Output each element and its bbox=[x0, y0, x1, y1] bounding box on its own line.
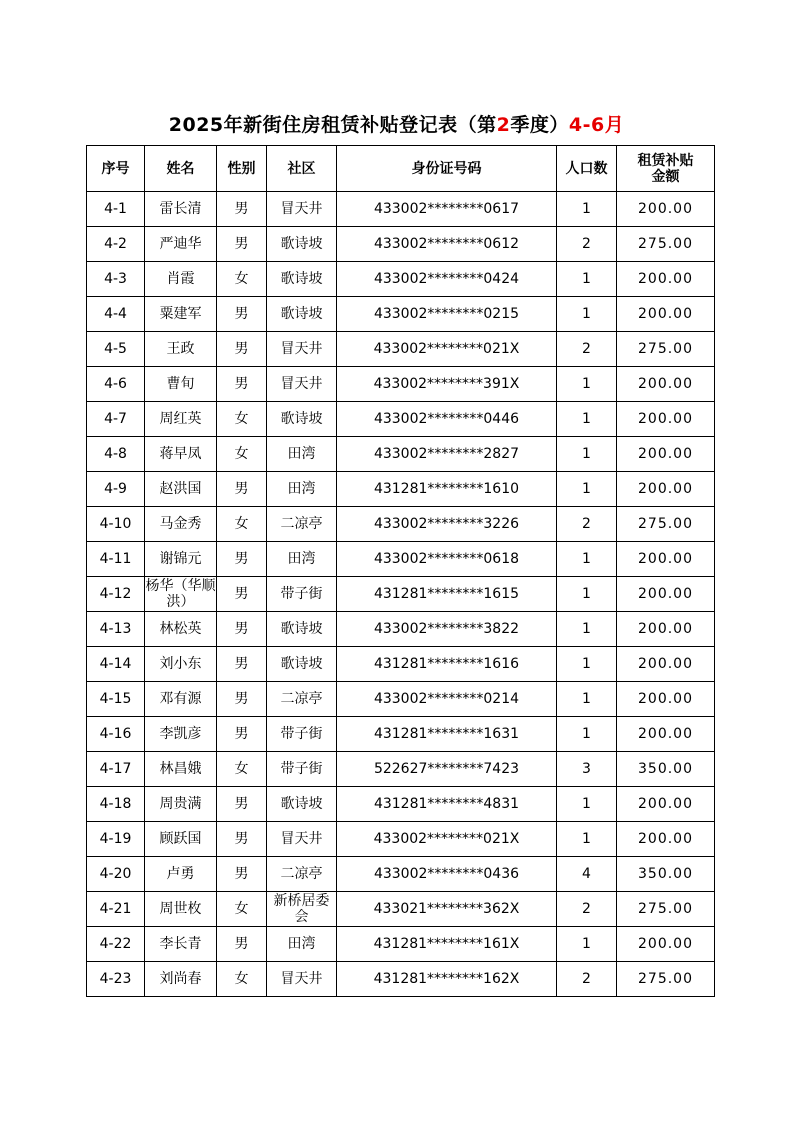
cell-household-size: 1 bbox=[557, 542, 617, 577]
cell-name: 王政 bbox=[145, 332, 217, 367]
table-row bbox=[87, 682, 715, 717]
header-id-number: 身份证号码 bbox=[337, 146, 557, 192]
cell-household-size: 2 bbox=[557, 962, 617, 997]
cell-amount: 350.00 bbox=[617, 857, 715, 892]
cell-amount: 200.00 bbox=[617, 787, 715, 822]
cell-serial: 4-11 bbox=[87, 542, 145, 577]
table-row bbox=[87, 717, 715, 752]
cell-community: 田湾 bbox=[267, 927, 337, 962]
title-part1: 2025年新街住房租赁补贴登记表（第 bbox=[168, 114, 497, 136]
cell-name: 顾跃国 bbox=[145, 822, 217, 857]
cell-id-number: 433002********3822 bbox=[337, 612, 557, 647]
cell-household-size: 1 bbox=[557, 262, 617, 297]
table-row bbox=[87, 297, 715, 332]
cell-amount: 200.00 bbox=[617, 717, 715, 752]
cell-serial: 4-5 bbox=[87, 332, 145, 367]
cell-household-size: 2 bbox=[557, 892, 617, 927]
cell-community: 歌诗坡 bbox=[267, 787, 337, 822]
cell-name: 邓有源 bbox=[145, 682, 217, 717]
cell-amount: 200.00 bbox=[617, 927, 715, 962]
cell-community: 冒天井 bbox=[267, 822, 337, 857]
cell-id-number: 431281********162X bbox=[337, 962, 557, 997]
cell-gender: 男 bbox=[217, 297, 267, 332]
cell-community: 二凉亭 bbox=[267, 857, 337, 892]
table-row bbox=[87, 192, 715, 227]
cell-community: 田湾 bbox=[267, 437, 337, 472]
cell-community: 歌诗坡 bbox=[267, 262, 337, 297]
header-serial: 序号 bbox=[87, 146, 145, 192]
table-row bbox=[87, 927, 715, 962]
cell-name: 刘小东 bbox=[145, 647, 217, 682]
cell-name: 蒋早凤 bbox=[145, 437, 217, 472]
cell-serial: 4-8 bbox=[87, 437, 145, 472]
table-row bbox=[87, 227, 715, 262]
cell-serial: 4-13 bbox=[87, 612, 145, 647]
table-row bbox=[87, 507, 715, 542]
cell-name: 林松英 bbox=[145, 612, 217, 647]
cell-amount: 200.00 bbox=[617, 542, 715, 577]
header-subsidy-line1: 租赁补贴 bbox=[637, 152, 694, 169]
cell-community: 冒天井 bbox=[267, 962, 337, 997]
cell-household-size: 2 bbox=[557, 227, 617, 262]
cell-household-size: 1 bbox=[557, 577, 617, 612]
cell-serial: 4-3 bbox=[87, 262, 145, 297]
cell-household-size: 1 bbox=[557, 717, 617, 752]
cell-household-size: 1 bbox=[557, 437, 617, 472]
cell-name: 赵洪国 bbox=[145, 472, 217, 507]
cell-serial: 4-18 bbox=[87, 787, 145, 822]
header-subsidy-amount bbox=[617, 146, 715, 192]
cell-community: 歌诗坡 bbox=[267, 612, 337, 647]
cell-id-number: 431281********1610 bbox=[337, 472, 557, 507]
cell-id-number: 433021********362X bbox=[337, 892, 557, 927]
cell-amount: 200.00 bbox=[617, 612, 715, 647]
cell-name: 肖霞 bbox=[145, 262, 217, 297]
cell-gender: 男 bbox=[217, 717, 267, 752]
cell-gender: 男 bbox=[217, 612, 267, 647]
cell-serial: 4-21 bbox=[87, 892, 145, 927]
cell-community: 田湾 bbox=[267, 542, 337, 577]
table-row bbox=[87, 752, 715, 787]
cell-id-number: 431281********4831 bbox=[337, 787, 557, 822]
cell-community: 冒天井 bbox=[267, 192, 337, 227]
cell-id-number: 433002********021X bbox=[337, 332, 557, 367]
cell-serial: 4-20 bbox=[87, 857, 145, 892]
cell-gender: 女 bbox=[217, 402, 267, 437]
cell-serial: 4-12 bbox=[87, 577, 145, 612]
cell-household-size: 1 bbox=[557, 822, 617, 857]
cell-community: 带子街 bbox=[267, 577, 337, 612]
table-row bbox=[87, 647, 715, 682]
cell-gender: 男 bbox=[217, 787, 267, 822]
cell-id-number: 431281********161X bbox=[337, 927, 557, 962]
cell-gender: 男 bbox=[217, 472, 267, 507]
table-row bbox=[87, 857, 715, 892]
table-row bbox=[87, 542, 715, 577]
cell-gender: 女 bbox=[217, 507, 267, 542]
cell-id-number: 433002********0215 bbox=[337, 297, 557, 332]
cell-amount: 200.00 bbox=[617, 192, 715, 227]
header-community: 社区 bbox=[267, 146, 337, 192]
cell-household-size: 1 bbox=[557, 367, 617, 402]
cell-name: 严迪华 bbox=[145, 227, 217, 262]
cell-gender: 男 bbox=[217, 927, 267, 962]
cell-gender: 男 bbox=[217, 332, 267, 367]
cell-amount: 275.00 bbox=[617, 962, 715, 997]
cell-gender: 男 bbox=[217, 647, 267, 682]
cell-id-number: 433002********391X bbox=[337, 367, 557, 402]
cell-name: 刘尚春 bbox=[145, 962, 217, 997]
cell-gender: 女 bbox=[217, 437, 267, 472]
cell-household-size: 4 bbox=[557, 857, 617, 892]
cell-name: 李凯彦 bbox=[145, 717, 217, 752]
cell-community: 带子街 bbox=[267, 717, 337, 752]
cell-household-size: 1 bbox=[557, 647, 617, 682]
cell-amount: 200.00 bbox=[617, 437, 715, 472]
cell-serial: 4-17 bbox=[87, 752, 145, 787]
cell-serial: 4-15 bbox=[87, 682, 145, 717]
cell-id-number: 433002********0612 bbox=[337, 227, 557, 262]
cell-id-number: 433002********0617 bbox=[337, 192, 557, 227]
table-row bbox=[87, 612, 715, 647]
cell-community: 歌诗坡 bbox=[267, 647, 337, 682]
table-row bbox=[87, 892, 715, 927]
cell-amount: 200.00 bbox=[617, 367, 715, 402]
cell-name: 李长青 bbox=[145, 927, 217, 962]
page-title bbox=[0, 110, 793, 137]
cell-serial: 4-23 bbox=[87, 962, 145, 997]
header-subsidy-line2: 金额 bbox=[651, 168, 680, 185]
cell-amount: 200.00 bbox=[617, 682, 715, 717]
cell-gender: 男 bbox=[217, 577, 267, 612]
cell-id-number: 433002********0436 bbox=[337, 857, 557, 892]
cell-serial: 4-14 bbox=[87, 647, 145, 682]
table-row bbox=[87, 962, 715, 997]
table-row bbox=[87, 787, 715, 822]
cell-serial: 4-22 bbox=[87, 927, 145, 962]
cell-id-number: 433002********3226 bbox=[337, 507, 557, 542]
cell-gender: 男 bbox=[217, 857, 267, 892]
cell-gender: 女 bbox=[217, 962, 267, 997]
cell-amount: 200.00 bbox=[617, 262, 715, 297]
subsidy-register-table bbox=[86, 145, 715, 997]
cell-gender: 男 bbox=[217, 227, 267, 262]
cell-household-size: 1 bbox=[557, 927, 617, 962]
cell-amount: 200.00 bbox=[617, 822, 715, 857]
cell-community: 歌诗坡 bbox=[267, 297, 337, 332]
cell-community: 歌诗坡 bbox=[267, 227, 337, 262]
cell-name: 雷长清 bbox=[145, 192, 217, 227]
header-name: 姓名 bbox=[145, 146, 217, 192]
cell-serial: 4-10 bbox=[87, 507, 145, 542]
cell-household-size: 1 bbox=[557, 297, 617, 332]
table-row bbox=[87, 472, 715, 507]
cell-id-number: 431281********1615 bbox=[337, 577, 557, 612]
cell-household-size: 1 bbox=[557, 612, 617, 647]
title-quarter-number: 2 bbox=[496, 114, 511, 136]
cell-serial: 4-19 bbox=[87, 822, 145, 857]
cell-name: 杨华（华顺洪） bbox=[145, 578, 216, 610]
table-row bbox=[87, 437, 715, 472]
cell-id-number: 431281********1616 bbox=[337, 647, 557, 682]
cell-household-size: 2 bbox=[557, 332, 617, 367]
cell-amount: 200.00 bbox=[617, 472, 715, 507]
cell-serial: 4-9 bbox=[87, 472, 145, 507]
cell-serial: 4-2 bbox=[87, 227, 145, 262]
cell-community: 二凉亭 bbox=[267, 507, 337, 542]
cell-serial: 4-16 bbox=[87, 717, 145, 752]
cell-household-size: 1 bbox=[557, 787, 617, 822]
cell-id-number: 431281********1631 bbox=[337, 717, 557, 752]
cell-id-number: 433002********021X bbox=[337, 822, 557, 857]
cell-amount: 200.00 bbox=[617, 402, 715, 437]
cell-gender: 男 bbox=[217, 192, 267, 227]
cell-id-number: 433002********2827 bbox=[337, 437, 557, 472]
title-months: 4-6月 bbox=[568, 114, 625, 136]
table-row bbox=[87, 262, 715, 297]
cell-amount: 275.00 bbox=[617, 507, 715, 542]
cell-gender: 男 bbox=[217, 542, 267, 577]
cell-amount: 200.00 bbox=[617, 577, 715, 612]
cell-community: 新桥居委会 bbox=[267, 892, 337, 927]
table-row bbox=[87, 402, 715, 437]
cell-household-size: 1 bbox=[557, 682, 617, 717]
cell-gender: 男 bbox=[217, 682, 267, 717]
cell-amount: 350.00 bbox=[617, 752, 715, 787]
cell-household-size: 1 bbox=[557, 472, 617, 507]
cell-name: 林昌娥 bbox=[145, 752, 217, 787]
cell-name: 周世枚 bbox=[145, 892, 217, 927]
cell-id-number: 433002********0214 bbox=[337, 682, 557, 717]
cell-gender: 女 bbox=[217, 892, 267, 927]
table-row bbox=[87, 367, 715, 402]
cell-amount: 275.00 bbox=[617, 892, 715, 927]
header-household-size: 人口数 bbox=[557, 146, 617, 192]
cell-community: 二凉亭 bbox=[267, 682, 337, 717]
table-row bbox=[87, 332, 715, 367]
cell-serial: 4-6 bbox=[87, 367, 145, 402]
cell-household-size: 1 bbox=[557, 192, 617, 227]
cell-id-number: 433002********0446 bbox=[337, 402, 557, 437]
table-row bbox=[87, 822, 715, 857]
cell-amount: 275.00 bbox=[617, 332, 715, 367]
cell-name: 粟建军 bbox=[145, 297, 217, 332]
header-gender: 性别 bbox=[217, 146, 267, 192]
cell-serial: 4-1 bbox=[87, 192, 145, 227]
cell-id-number: 433002********0424 bbox=[337, 262, 557, 297]
cell-household-size: 2 bbox=[557, 507, 617, 542]
cell-name: 谢锦元 bbox=[145, 542, 217, 577]
table-header-row bbox=[87, 146, 715, 192]
cell-community: 歌诗坡 bbox=[267, 402, 337, 437]
cell-serial: 4-4 bbox=[87, 297, 145, 332]
cell-name: 卢勇 bbox=[145, 857, 217, 892]
cell-serial: 4-7 bbox=[87, 402, 145, 437]
table-row bbox=[87, 577, 715, 612]
cell-household-size: 3 bbox=[557, 752, 617, 787]
cell-amount: 200.00 bbox=[617, 297, 715, 332]
cell-name: 曹旬 bbox=[145, 367, 217, 402]
cell-id-number: 522627********7423 bbox=[337, 752, 557, 787]
cell-community: 冒天井 bbox=[267, 332, 337, 367]
cell-gender: 男 bbox=[217, 367, 267, 402]
cell-gender: 女 bbox=[217, 752, 267, 787]
cell-gender: 女 bbox=[217, 262, 267, 297]
cell-id-number: 433002********0618 bbox=[337, 542, 557, 577]
cell-amount: 200.00 bbox=[617, 647, 715, 682]
cell-amount: 275.00 bbox=[617, 227, 715, 262]
cell-community: 冒天井 bbox=[267, 367, 337, 402]
cell-name: 周红英 bbox=[145, 402, 217, 437]
cell-gender: 男 bbox=[217, 822, 267, 857]
title-part2: 季度） bbox=[510, 114, 569, 136]
cell-name: 马金秀 bbox=[145, 507, 217, 542]
cell-community: 带子街 bbox=[267, 752, 337, 787]
cell-name: 周贵满 bbox=[145, 787, 217, 822]
cell-community: 田湾 bbox=[267, 472, 337, 507]
cell-household-size: 1 bbox=[557, 402, 617, 437]
